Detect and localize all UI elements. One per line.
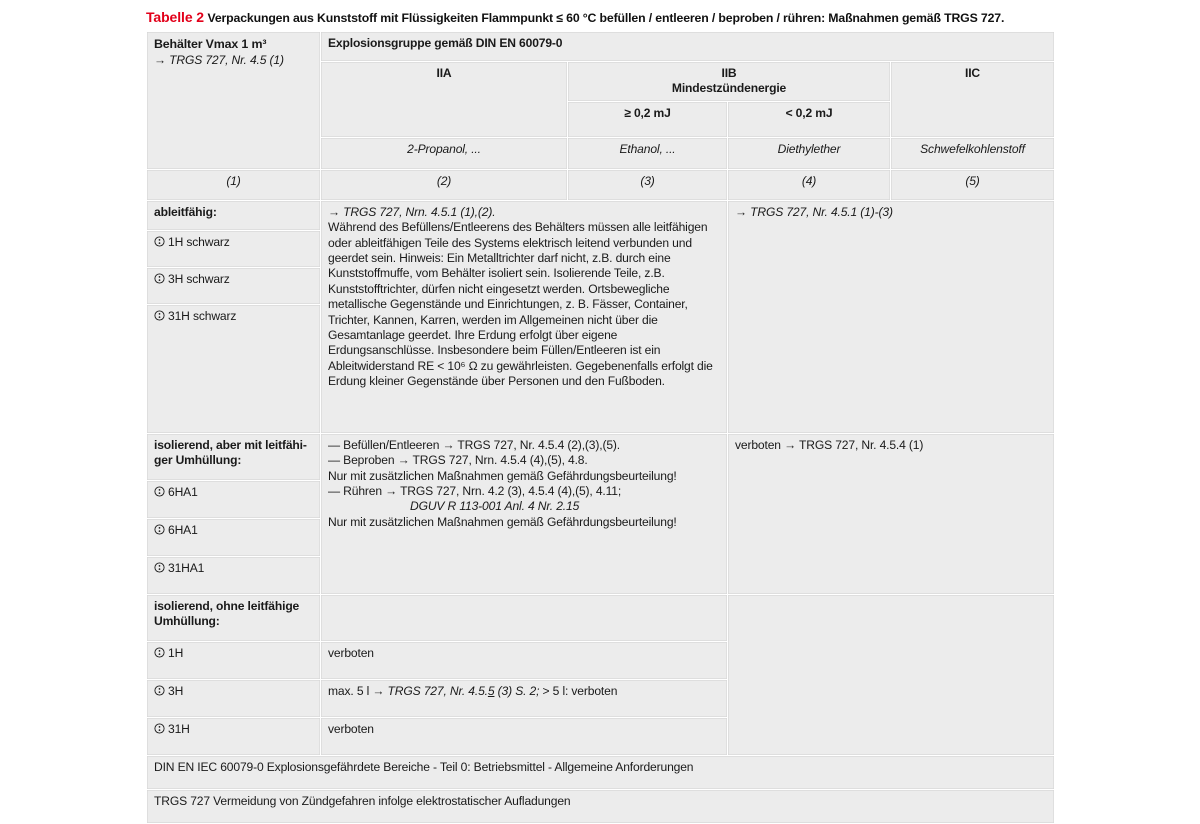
- measure-line-dguv: [328, 499, 720, 514]
- un-packaging-circle-icon: [154, 562, 165, 573]
- substance-iib-low: Diethylether: [728, 137, 891, 169]
- un-packaging-circle-icon: [154, 273, 165, 284]
- group-iia-cell: [321, 62, 568, 138]
- corner-subtitle: → TRGS 727, Nr. 4.5 (1): [154, 53, 284, 67]
- item-cell-31h: [147, 717, 321, 755]
- table-number-label: Tabelle 2: [146, 9, 204, 25]
- item-cell-3h: [147, 679, 321, 717]
- item-cell-1h: [147, 641, 321, 679]
- item-cell-6ha1-b: [147, 518, 321, 556]
- un-packaging-circle-icon: [154, 524, 165, 535]
- value-3h-prefix: max. 5 l →: [328, 683, 388, 698]
- substance-iia: 2-Propanol, ...: [321, 137, 568, 169]
- table-caption: [146, 9, 1054, 26]
- un-packaging-circle-icon: [154, 486, 165, 497]
- energy-threshold-low: < 0,2 mJ: [728, 101, 891, 137]
- section-isolierend-leitfaehig-title-row: [147, 433, 1055, 480]
- section-title-ohne-line1: isolierend, ohne leitfähige: [154, 598, 300, 613]
- group-iib-cell: [568, 62, 891, 102]
- substance-iib-high: Ethanol, ...: [568, 137, 728, 169]
- item-cell-1h-schwarz: [147, 230, 321, 267]
- un-packaging-circle-icon: [154, 647, 165, 658]
- measure-note-1: Nur mit zusätzlichen Maßnahmen gemäß Gefährdungsbeurteilung!: [328, 468, 677, 483]
- value-3h-ref-underlined: 5: [487, 683, 495, 698]
- column-number-2: (2): [321, 169, 568, 200]
- section-title-ohne-line2: Umhüllung:: [154, 614, 220, 629]
- section-title-line2: ger Umhüllung:: [154, 453, 242, 468]
- footnote-row-trgs: [147, 789, 1055, 823]
- item-label-6ha1-a: 6HA1: [168, 484, 198, 499]
- measure-dguv-text: DGUV R 113-001 Anl. 4 Nr. 2.15: [410, 499, 580, 514]
- section-title-ableitfaehig: ableitfähig:: [147, 200, 321, 230]
- corner-header-cell: [147, 32, 321, 170]
- isolierend-ohne-right-blank: [728, 594, 1055, 755]
- measure-line-befuellen: — Befüllen/Entleeren → TRGS 727, Nr. 4.5.4 (2),(3),(5).: [328, 437, 620, 452]
- isolierend-leitfaehig-measures-cell: [321, 433, 728, 594]
- value-3h-suffix: > 5 l: verboten: [539, 683, 618, 698]
- group-iib-label: IIB: [721, 66, 737, 80]
- measure-line-beproben: — Beproben → TRGS 727, Nrn. 4.5.4 (4),(5), 4.8.: [328, 453, 588, 468]
- ableitfaehig-measures-cell: [321, 200, 728, 433]
- footnote-din: DIN EN IEC 60079-0 Explosionsgefährdete Bereiche - Teil 0: Betriebsmittel - Allgemeine Anforderungen: [147, 755, 1055, 789]
- item-label-3h-schwarz: 3H schwarz: [168, 271, 230, 286]
- footnote-row-din: [147, 755, 1055, 789]
- column-number-5: (5): [891, 169, 1055, 200]
- item-label-31h-schwarz: 31H schwarz: [168, 308, 237, 323]
- ableitfaehig-right-cell: [728, 200, 1055, 433]
- corner-title: Behälter Vmax 1 m³: [154, 37, 267, 51]
- ableitfaehig-body-text: Während des Befüllens/Entleerens des Behälters müssen alle leitfähigen oder ableitfähigen Teile des Systems elektrisch leitend verbunden und geerdet sein. Hinweis: Ein Metalltrichter darf nicht, z.B. durch eine Kunststoffmuffe, vom Behälter isoliert sein. Isolierende Teile, z.B. Kunststofftrichter, dürfen nicht eingesetzt werden. Ortsbewegliche metallische Gegenstände und Einrichtungen, z. B. Fässer, Container, Trichter, Kannen, Karren, werden im Allgemeinen nicht über die Gesamtanlage geerdet. Ihre Erdung erfolgt über eigene Erdungsanschlüsse. Insbesondere beim Füllen/Entleeren ist ein Ableitwiderstand RE < 10⁶ Ω zu gewährleisten. Gegebenenfalls erfolgt die Erdung kleiner Gegenstände über Personen und den Fußboden.: [328, 220, 713, 389]
- value-3h-ref-a: TRGS 727, Nr. 4.5.: [387, 683, 488, 698]
- column-number-3: (3): [568, 169, 728, 200]
- section-title-isolierend-leitfaehig: [147, 433, 321, 480]
- section-isolierend-ohne-title-row: [147, 594, 1055, 641]
- item-cell-6ha1-a: [147, 480, 321, 518]
- section-title-isolierend-ohne: [147, 594, 321, 641]
- column-number-4: (4): [728, 169, 891, 200]
- isolierend-leitfaehig-right-cell: [728, 433, 1055, 594]
- item-cell-3h-schwarz: [147, 267, 321, 304]
- group-iib-sublabel: Mindestzündenergie: [671, 81, 787, 96]
- ableitfaehig-right-reference: → TRGS 727, Nr. 4.5.1 (1)-(3): [735, 204, 893, 219]
- ableitfaehig-reference: → TRGS 727, Nrn. 4.5.1 (1),(2).: [328, 204, 496, 219]
- item-label-3h: 3H: [168, 683, 184, 698]
- item-cell-31h-schwarz: [147, 304, 321, 433]
- measure-line-ruehren: — Rühren → TRGS 727, Nrn. 4.2 (3), 4.5.4 (4),(5), 4.11;: [328, 484, 622, 499]
- footnote-trgs: TRGS 727 Vermeidung von Zündgefahren infolge elektrostatischer Aufladungen: [147, 789, 1055, 823]
- un-packaging-circle-icon: [154, 685, 165, 696]
- un-packaging-circle-icon: [154, 236, 165, 247]
- section-ableitfaehig-title-row: [147, 200, 1055, 230]
- value-cell-31h: verboten: [321, 717, 728, 755]
- item-label-6ha1-b: 6HA1: [168, 522, 198, 537]
- group-iia-label: IIA: [436, 66, 452, 80]
- item-label-31h: 31H: [168, 721, 190, 736]
- item-label-1h-schwarz: 1H schwarz: [168, 234, 230, 249]
- group-iic-label: IIC: [965, 66, 981, 80]
- column-number-1: (1): [147, 169, 321, 200]
- item-cell-31ha1: [147, 556, 321, 594]
- header-row-group: [147, 32, 1055, 62]
- section-title-line1: isolierend, aber mit leitfähi-: [154, 437, 307, 452]
- item-label-1h: 1H: [168, 645, 184, 660]
- isolierend-leitfaehig-right-text: verboten → TRGS 727, Nr. 4.5.4 (1): [735, 437, 924, 452]
- isolierend-ohne-empty-cell: [321, 594, 728, 641]
- table-caption-text: Verpackungen aus Kunststoff mit Flüssigkeiten Flammpunkt ≤ 60 °C befüllen / entleeren / beproben / rühren: Maßnahmen gemäß TRGS 727.: [207, 11, 1005, 25]
- un-packaging-circle-icon: [154, 310, 165, 321]
- substance-iic: Schwefelkohlenstoff: [891, 137, 1055, 169]
- value-cell-3h: [321, 679, 728, 717]
- measures-table: [146, 31, 1055, 824]
- explosion-group-header: Explosionsgruppe gemäß DIN EN 60079-0: [321, 32, 1055, 62]
- group-iic-cell: [891, 62, 1055, 138]
- energy-threshold-high: ≥ 0,2 mJ: [568, 101, 728, 137]
- value-3h-ref-b: (3) S. 2;: [494, 683, 540, 698]
- column-number-row: [147, 169, 1055, 200]
- item-label-31ha1: 31HA1: [168, 560, 205, 575]
- measure-note-2: Nur mit zusätzlichen Maßnahmen gemäß Gefährdungsbeurteilung!: [328, 514, 677, 529]
- value-cell-1h: verboten: [321, 641, 728, 679]
- un-packaging-circle-icon: [154, 723, 165, 734]
